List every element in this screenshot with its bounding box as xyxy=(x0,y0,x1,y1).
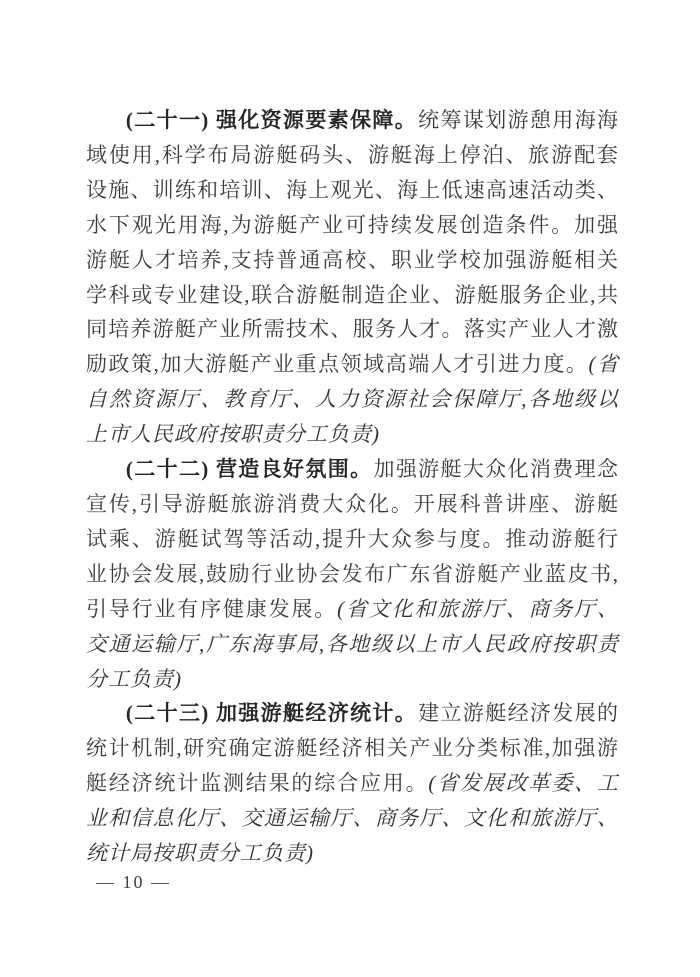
paragraph-21-responsibility: (省自然资源厅、教育厅、人力资源社会保障厅,各地级以上市人民政府按职责分工负责) xyxy=(86,352,619,447)
paragraph-22-responsibility: (省文化和旅游厅、商务厅、交通运输厅,广东海事局,各地级以上市人民政府按职责分工负责) xyxy=(86,596,619,691)
paragraph-21-label: (二十一) xyxy=(125,108,210,132)
paragraph-22 xyxy=(86,452,619,696)
page-footer xyxy=(96,872,171,893)
paragraph-23-title: 加强游艇经济统计。 xyxy=(215,701,418,726)
paragraph-21 xyxy=(86,103,619,452)
paragraph-23 xyxy=(86,696,619,871)
document-body xyxy=(86,103,619,871)
paragraph-23-body: 建立游艇经济发展的统计机制,研究确定游艇经济相关产业分类标准,加强游艇经济统计监测结果的综合应用。 xyxy=(86,701,619,796)
paragraph-23-responsibility: (省发展改革委、工业和信息化厅、交通运输厅、商务厅、文化和旅游厅、统计局按职责分工负责) xyxy=(86,771,619,866)
page-number: — 10 — xyxy=(96,872,171,892)
paragraph-22-body: 加强游艇大众化消费理念宣传,引导游艇旅游消费大众化。开展科普讲座、游艇试乘、游艇试驾等活动,提升大众参与度。推动游艇行业协会发展,鼓励行业协会发布广东省游艇产业蓝皮书,引导行业有序健康发展。 xyxy=(86,457,619,621)
paragraph-22-title: 营造良好氛围。 xyxy=(215,457,373,482)
paragraph-21-body: 统筹谋划游憩用海海域使用,科学布局游艇码头、游艇海上停泊、旅游配套设施、训练和培训、海上观光、海上低速高速活动类、水下观光用海,为游艇产业可持续发展创造条件。加强游艇人才培养,支持普通高校、职业学校加强游艇相关学科或专业建设,联合游艇制造企业、游艇服务企业,共同培养游艇产业所需技术、服务人才。落实产业人才激励政策,加大游艇产业重点领域高端人才引进力度。 xyxy=(86,108,619,377)
paragraph-21-title: 强化资源要素保障。 xyxy=(215,108,418,132)
paragraph-23-label: (二十三) xyxy=(125,701,210,726)
paragraph-22-label: (二十二) xyxy=(125,457,210,482)
